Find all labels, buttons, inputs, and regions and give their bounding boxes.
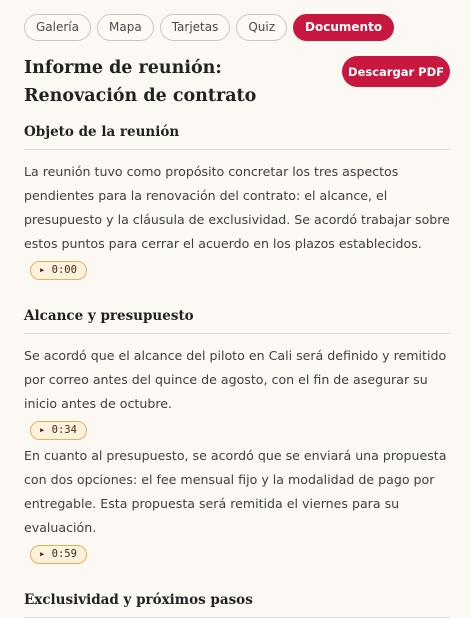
timestamp-play-button[interactable]: ▸ 0:00 <box>30 261 87 280</box>
timestamp-play-button[interactable]: ▸ 0:34 <box>30 421 87 440</box>
section-heading: Exclusividad y próximos pasos <box>24 592 450 618</box>
tab-tarjetas[interactable]: Tarjetas <box>160 14 231 41</box>
section-heading: Alcance y presupuesto <box>24 308 450 334</box>
view-tabs <box>24 14 394 41</box>
section-paragraph: La reunión tuvo como propósito concretar los tres aspectos pendientes para la renovación del contrato: el alcance, el presupuesto y la cláusula de exclusividad. Se acordó trabajar sobre estos puntos para cerrar el acuerdo en los plazos establecidos. <box>24 164 450 251</box>
section-alcance <box>24 308 450 568</box>
page-title: Informe de reunión: Renovación de contrato <box>24 58 257 106</box>
section-objeto <box>24 124 450 284</box>
download-pdf-button[interactable]: Descargar PDF <box>342 56 450 87</box>
document-body <box>24 124 450 618</box>
section-paragraph: Se acordó que el alcance del piloto en Cali será definido y remitido por correo antes del quince de agosto, con el fin de asegurar su inicio antes de octubre. <box>24 348 447 411</box>
tab-galeria[interactable]: Galería <box>24 14 91 41</box>
tab-documento[interactable]: Documento <box>293 14 394 41</box>
tab-mapa[interactable]: Mapa <box>97 14 154 41</box>
tab-quiz[interactable]: Quiz <box>236 14 287 41</box>
section-exclusividad <box>24 592 450 618</box>
timestamp-play-button[interactable]: ▸ 0:59 <box>30 545 87 564</box>
section-paragraph: En cuanto al presupuesto, se acordó que se enviará una propuesta con dos opciones: el fee mensual fijo y la modalidad de pago por entregable. Esta propuesta será remitida el viernes para su evaluación. <box>24 448 447 535</box>
section-heading: Objeto de la reunión <box>24 124 450 150</box>
